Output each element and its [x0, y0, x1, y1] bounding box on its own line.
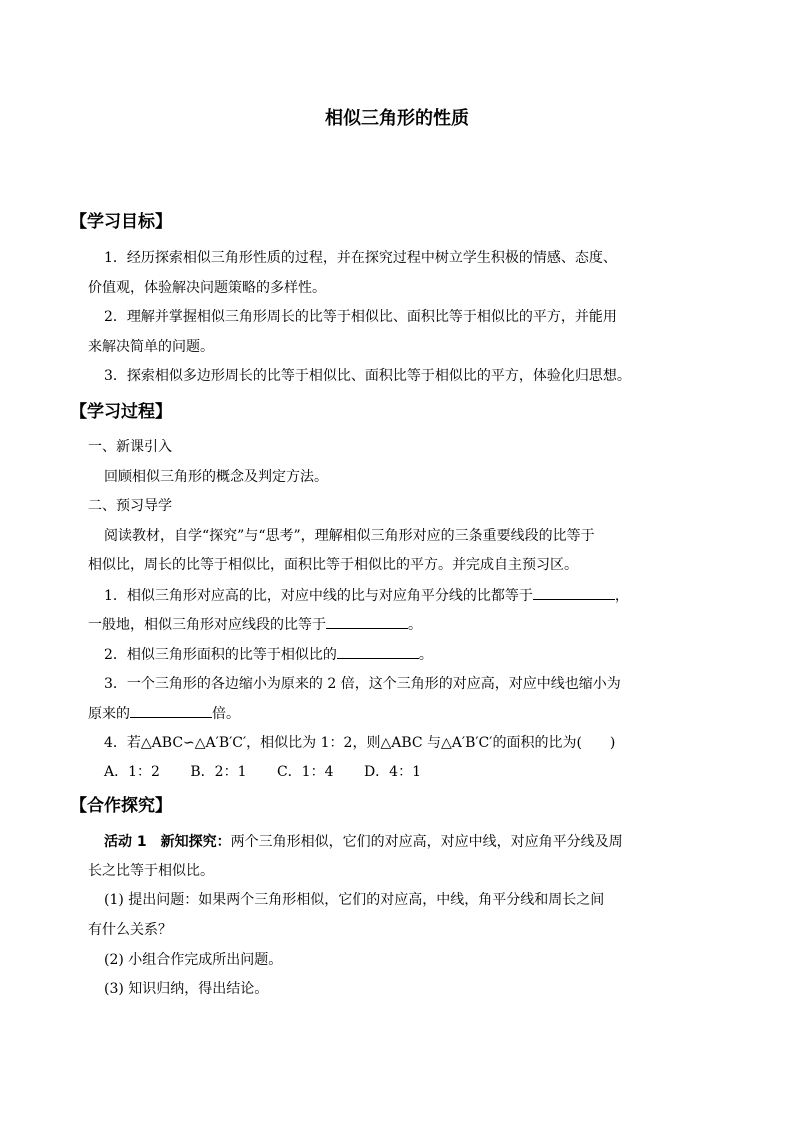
goal-3-line-1: 3．探索相似多边形周长的比等于相似比、面积比等于相似比的平方，体验化归思想。	[104, 368, 631, 384]
question-3-line-2-text-b: 倍。	[212, 706, 240, 722]
question-1-line-2	[88, 614, 422, 635]
part-2-line-1: 阅读教材，自学“探究”与“思考”，理解相似三角形对应的三条重要线段的比等于	[104, 528, 595, 544]
question-3-line-1: 3．一个三角形的各边缩小为原来的 2 倍，这个三角形的对应高，对应中线也缩小为	[104, 676, 621, 692]
answer-blank-4[interactable]	[130, 703, 212, 718]
question-3-line-2	[88, 703, 240, 724]
part-2-title: 二、预习导学	[88, 498, 172, 514]
process-heading: 【学习过程】	[70, 402, 172, 422]
option-a[interactable]: A．1：2	[104, 764, 160, 780]
goal-2-line-1: 2．理解并掌握相似三角形周长的比等于相似比、面积比等于相似比的平方，并能用	[104, 309, 617, 325]
step-1-line-2: 有什么关系？	[88, 922, 172, 938]
part-2-line-2: 相似比，周长的比等于相似比，面积比等于相似比的平方。并完成自主预习区。	[88, 557, 578, 573]
question-2-text-b: 。	[418, 647, 433, 663]
part-1-text: 回顾相似三角形的概念及判定方法。	[104, 469, 328, 485]
step-2: (2) 小组合作完成所出问题。	[104, 952, 283, 968]
question-2-text-a: 2．相似三角形面积的比等于相似比的	[104, 647, 337, 663]
question-3-line-2-text-a: 原来的	[88, 706, 130, 722]
activity-1-text: 两个三角形相似，它们的对应高，对应中线，对应角平分线及周	[230, 834, 623, 850]
coop-heading: 【合作探究】	[70, 796, 172, 816]
option-c[interactable]: C．1：4	[276, 764, 334, 780]
answer-blank-3[interactable]	[337, 644, 419, 659]
question-1-text-a: 1．相似三角形对应高的比，对应中线的比与对应角平分线的比都等于	[104, 588, 533, 604]
page-title: 相似三角形的性质	[325, 108, 469, 129]
answer-blank-1[interactable]	[533, 585, 615, 600]
goal-1-line-2: 价值观，体验解决问题策略的多样性。	[88, 280, 326, 296]
question-4-options	[104, 762, 447, 782]
answer-blank-2[interactable]	[326, 614, 408, 629]
option-d[interactable]: D．4：1	[363, 764, 421, 780]
goal-1-line-1: 1．经历探索相似三角形性质的过程，并在探究过程中树立学生积极的情感、态度、	[104, 250, 617, 266]
activity-1-line-2: 长之比等于相似比。	[88, 863, 214, 879]
question-1-text-b: ，	[614, 588, 629, 604]
part-1-title: 一、新课引入	[88, 439, 172, 455]
question-2	[104, 644, 433, 665]
activity-1-label: 活动 1 新知探究：	[104, 834, 231, 850]
activity-1-line-1	[104, 832, 623, 852]
question-1-line-2-text-a: 一般地，相似三角形对应线段的比等于	[88, 617, 326, 633]
step-1-line-1: (1) 提出问题：如果两个三角形相似，它们的对应高，中线，角平分线和周长之间	[104, 892, 605, 908]
goals-heading: 【学习目标】	[70, 212, 172, 232]
question-4: 4．若△ABC∽△A′B′C′，相似比为 1：2，则△ABC 与△A′B′C′的面积的比为( )	[104, 735, 616, 751]
goal-2-line-2: 来解决简单的问题。	[88, 339, 214, 355]
option-b[interactable]: B．2：1	[190, 764, 247, 780]
question-1-line-2-text-b: 。	[408, 617, 422, 633]
question-1-line-1	[104, 585, 629, 606]
step-3: (3) 知识归纳，得出结论。	[104, 981, 269, 997]
